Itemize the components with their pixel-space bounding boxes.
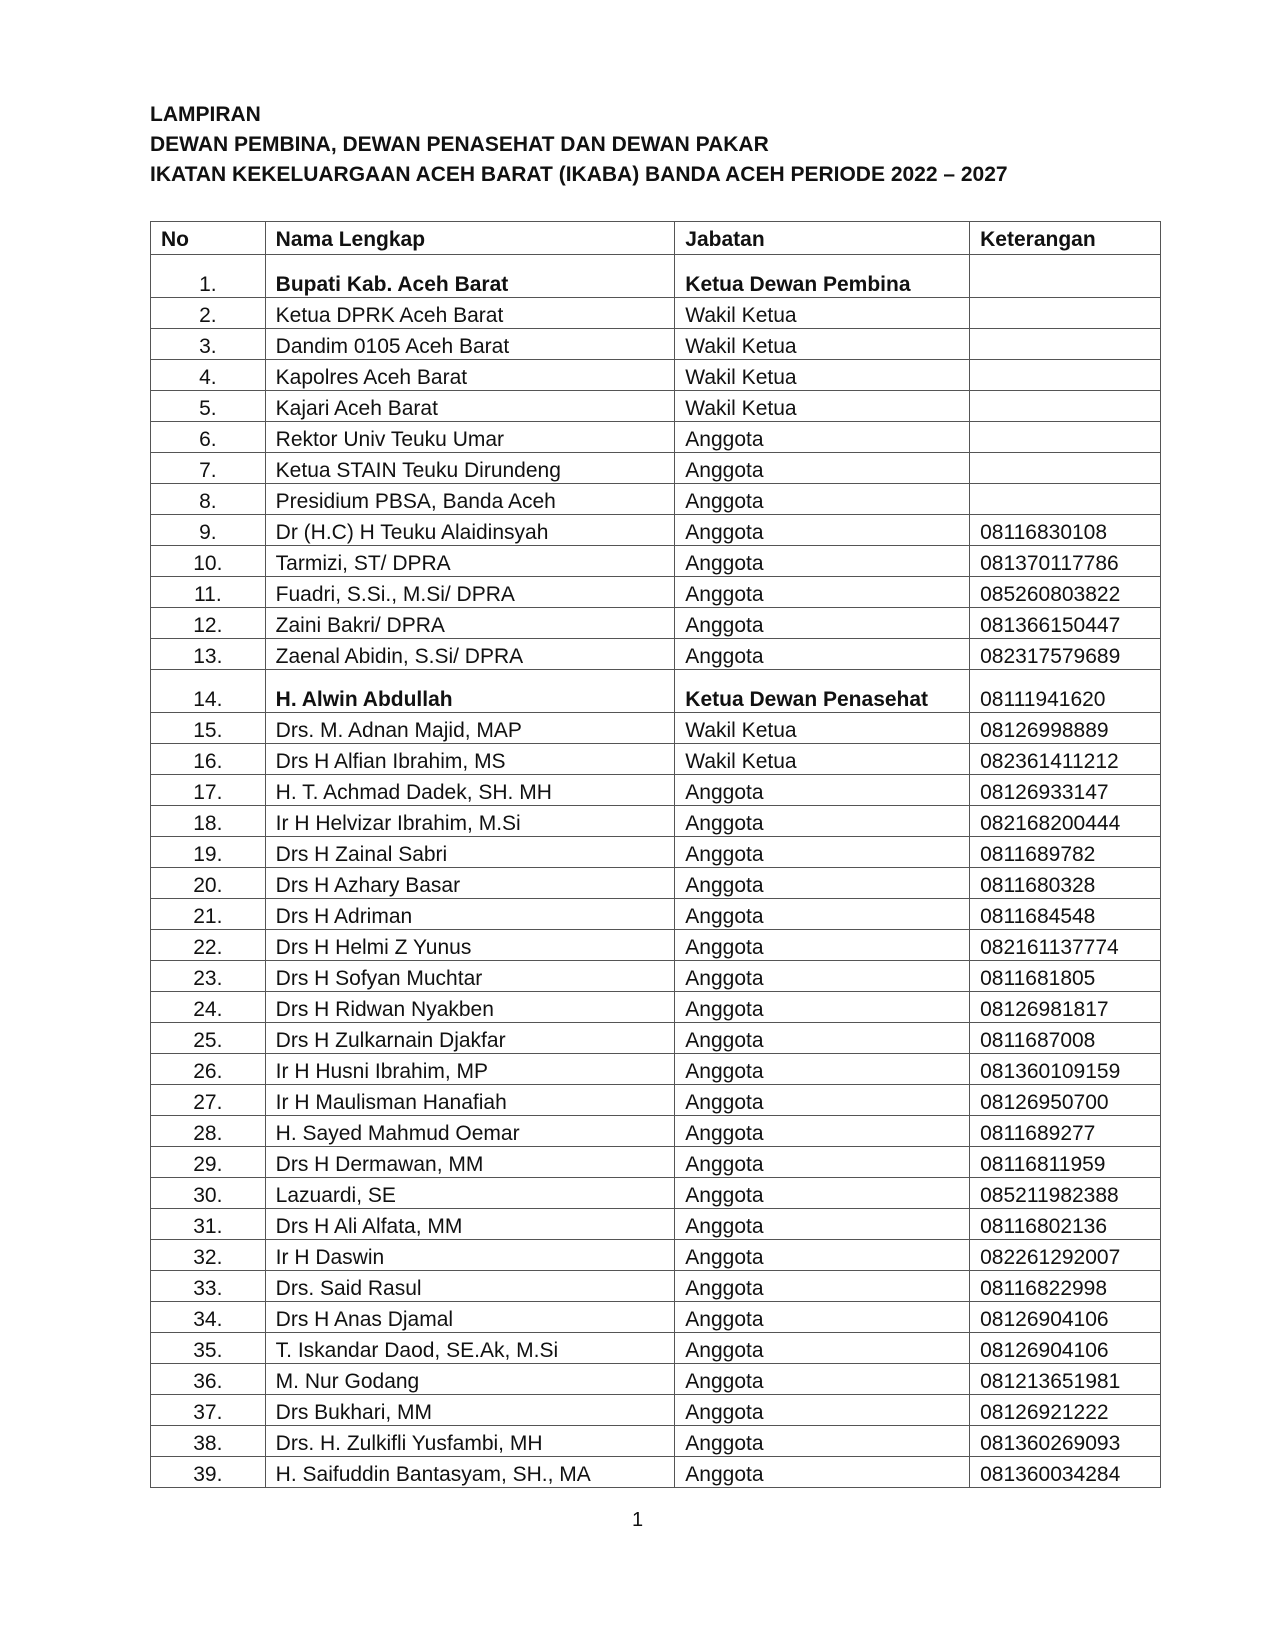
row-keterangan <box>970 329 1161 360</box>
table-row <box>151 391 1161 422</box>
row-jabatan: Ketua Dewan Penasehat <box>675 670 970 713</box>
row-number: 34. <box>151 1302 266 1333</box>
row-number: 16. <box>151 744 266 775</box>
row-name: Fuadri, S.Si., M.Si/ DPRA <box>265 577 675 608</box>
row-keterangan: 0811684548 <box>970 899 1161 930</box>
row-number: 14. <box>151 670 266 713</box>
table-row <box>151 298 1161 329</box>
table-row <box>151 546 1161 577</box>
row-name: Ir H Husni Ibrahim, MP <box>265 1054 675 1085</box>
row-keterangan: 08116822998 <box>970 1271 1161 1302</box>
table-row <box>151 1209 1161 1240</box>
row-name: Ketua STAIN Teuku Dirundeng <box>265 453 675 484</box>
table-row <box>151 577 1161 608</box>
heading-line-dewan: DEWAN PEMBINA, DEWAN PENASEHAT DAN DEWAN PAKAR <box>150 133 769 156</box>
row-keterangan: 085260803822 <box>970 577 1161 608</box>
row-keterangan: 081370117786 <box>970 546 1161 577</box>
header-jabatan: Jabatan <box>675 222 970 255</box>
row-jabatan: Anggota <box>675 1209 970 1240</box>
row-keterangan: 08126904106 <box>970 1302 1161 1333</box>
header-nama-lengkap: Nama Lengkap <box>265 222 675 255</box>
table-row <box>151 1271 1161 1302</box>
row-name: Drs H Helmi Z Yunus <box>265 930 675 961</box>
table-row <box>151 1116 1161 1147</box>
table-row <box>151 670 1161 713</box>
row-jabatan: Anggota <box>675 1240 970 1271</box>
row-jabatan: Anggota <box>675 930 970 961</box>
row-number: 5. <box>151 391 266 422</box>
row-number: 38. <box>151 1426 266 1457</box>
row-keterangan <box>970 255 1161 298</box>
row-keterangan: 085211982388 <box>970 1178 1161 1209</box>
row-name: Drs H Zulkarnain Djakfar <box>265 1023 675 1054</box>
table-row <box>151 992 1161 1023</box>
row-jabatan: Wakil Ketua <box>675 713 970 744</box>
row-keterangan: 08111941620 <box>970 670 1161 713</box>
row-name: Drs. M. Adnan Majid, MAP <box>265 713 675 744</box>
row-name: Dr (H.C) H Teuku Alaidinsyah <box>265 515 675 546</box>
row-number: 26. <box>151 1054 266 1085</box>
row-number: 17. <box>151 775 266 806</box>
row-number: 25. <box>151 1023 266 1054</box>
table-row <box>151 1147 1161 1178</box>
row-name: H. T. Achmad Dadek, SH. MH <box>265 775 675 806</box>
row-keterangan: 082317579689 <box>970 639 1161 670</box>
row-keterangan: 081360034284 <box>970 1457 1161 1488</box>
row-number: 12. <box>151 608 266 639</box>
table-row <box>151 1085 1161 1116</box>
row-jabatan: Anggota <box>675 899 970 930</box>
table-row <box>151 806 1161 837</box>
row-name: Drs H Dermawan, MM <box>265 1147 675 1178</box>
row-jabatan: Anggota <box>675 1147 970 1178</box>
row-jabatan: Anggota <box>675 1395 970 1426</box>
row-jabatan: Wakil Ketua <box>675 391 970 422</box>
table-row <box>151 1364 1161 1395</box>
row-number: 1. <box>151 255 266 298</box>
row-keterangan <box>970 391 1161 422</box>
row-jabatan: Anggota <box>675 484 970 515</box>
table-row <box>151 360 1161 391</box>
row-jabatan: Anggota <box>675 422 970 453</box>
row-jabatan: Anggota <box>675 608 970 639</box>
table-row <box>151 713 1161 744</box>
row-jabatan: Anggota <box>675 1178 970 1209</box>
row-jabatan: Anggota <box>675 1116 970 1147</box>
row-keterangan: 081213651981 <box>970 1364 1161 1395</box>
table-row <box>151 837 1161 868</box>
row-keterangan <box>970 360 1161 391</box>
row-keterangan: 08126981817 <box>970 992 1161 1023</box>
table-row <box>151 639 1161 670</box>
table-row <box>151 422 1161 453</box>
row-jabatan: Anggota <box>675 577 970 608</box>
row-number: 21. <box>151 899 266 930</box>
row-jabatan: Wakil Ketua <box>675 744 970 775</box>
row-jabatan: Anggota <box>675 775 970 806</box>
row-number: 13. <box>151 639 266 670</box>
row-name: Drs H Ali Alfata, MM <box>265 1209 675 1240</box>
row-name: Bupati Kab. Aceh Barat <box>265 255 675 298</box>
row-number: 10. <box>151 546 266 577</box>
row-number: 8. <box>151 484 266 515</box>
row-number: 22. <box>151 930 266 961</box>
row-keterangan: 081360109159 <box>970 1054 1161 1085</box>
row-name: Kapolres Aceh Barat <box>265 360 675 391</box>
row-keterangan: 0811689782 <box>970 837 1161 868</box>
row-name: Zaini Bakri/ DPRA <box>265 608 675 639</box>
row-name: Ir H Daswin <box>265 1240 675 1271</box>
row-keterangan: 08126933147 <box>970 775 1161 806</box>
table-row <box>151 1395 1161 1426</box>
row-name: Rektor Univ Teuku Umar <box>265 422 675 453</box>
row-keterangan: 08126904106 <box>970 1333 1161 1364</box>
row-number: 6. <box>151 422 266 453</box>
row-keterangan <box>970 298 1161 329</box>
row-name: Presidium PBSA, Banda Aceh <box>265 484 675 515</box>
row-jabatan: Wakil Ketua <box>675 360 970 391</box>
row-name: Drs Bukhari, MM <box>265 1395 675 1426</box>
row-number: 29. <box>151 1147 266 1178</box>
row-keterangan <box>970 484 1161 515</box>
row-keterangan: 081360269093 <box>970 1426 1161 1457</box>
row-name: M. Nur Godang <box>265 1364 675 1395</box>
row-keterangan: 0811687008 <box>970 1023 1161 1054</box>
row-jabatan: Ketua Dewan Pembina <box>675 255 970 298</box>
row-number: 15. <box>151 713 266 744</box>
table-row <box>151 775 1161 806</box>
row-number: 9. <box>151 515 266 546</box>
row-jabatan: Anggota <box>675 1054 970 1085</box>
table-row <box>151 1240 1161 1271</box>
table-row <box>151 484 1161 515</box>
row-keterangan: 08116830108 <box>970 515 1161 546</box>
row-name: Dandim 0105 Aceh Barat <box>265 329 675 360</box>
row-keterangan: 0811681805 <box>970 961 1161 992</box>
row-keterangan: 081366150447 <box>970 608 1161 639</box>
row-number: 35. <box>151 1333 266 1364</box>
table-row <box>151 1302 1161 1333</box>
row-number: 39. <box>151 1457 266 1488</box>
row-jabatan: Wakil Ketua <box>675 298 970 329</box>
row-name: Ir H Maulisman Hanafiah <box>265 1085 675 1116</box>
row-name: Ir H Helvizar Ibrahim, M.Si <box>265 806 675 837</box>
row-jabatan: Anggota <box>675 1426 970 1457</box>
row-name: Drs H Ridwan Nyakben <box>265 992 675 1023</box>
row-jabatan: Anggota <box>675 1333 970 1364</box>
row-name: Drs H Alfian Ibrahim, MS <box>265 744 675 775</box>
row-keterangan: 08126950700 <box>970 1085 1161 1116</box>
heading-line-lampiran: LAMPIRAN <box>150 103 261 126</box>
row-keterangan: 0811680328 <box>970 868 1161 899</box>
row-name: Drs H Azhary Basar <box>265 868 675 899</box>
row-number: 33. <box>151 1271 266 1302</box>
row-jabatan: Anggota <box>675 1457 970 1488</box>
header-keterangan: Keterangan <box>970 222 1161 255</box>
row-number: 32. <box>151 1240 266 1271</box>
table-row <box>151 1023 1161 1054</box>
row-name: Drs. Said Rasul <box>265 1271 675 1302</box>
table-row <box>151 961 1161 992</box>
heading-line-ikaba: IKATAN KEKELUARGAAN ACEH BARAT (IKABA) BANDA ACEH PERIODE 2022 – 2027 <box>150 163 1008 186</box>
row-jabatan: Anggota <box>675 639 970 670</box>
row-name: H. Alwin Abdullah <box>265 670 675 713</box>
row-name: Drs H Adriman <box>265 899 675 930</box>
table-row <box>151 1457 1161 1488</box>
table-row <box>151 1426 1161 1457</box>
table-body <box>151 255 1161 1488</box>
row-keterangan: 08126998889 <box>970 713 1161 744</box>
page-number: 1 <box>631 1509 644 1531</box>
row-keterangan: 08116811959 <box>970 1147 1161 1178</box>
row-keterangan: 082168200444 <box>970 806 1161 837</box>
table-row <box>151 1178 1161 1209</box>
table-row <box>151 515 1161 546</box>
row-number: 28. <box>151 1116 266 1147</box>
row-number: 2. <box>151 298 266 329</box>
row-jabatan: Anggota <box>675 992 970 1023</box>
row-jabatan: Anggota <box>675 1364 970 1395</box>
row-number: 36. <box>151 1364 266 1395</box>
table-row <box>151 1054 1161 1085</box>
row-number: 27. <box>151 1085 266 1116</box>
row-jabatan: Anggota <box>675 453 970 484</box>
row-keterangan: 082161137774 <box>970 930 1161 961</box>
row-number: 18. <box>151 806 266 837</box>
row-keterangan <box>970 422 1161 453</box>
row-keterangan: 08116802136 <box>970 1209 1161 1240</box>
row-name: T. Iskandar Daod, SE.Ak, M.Si <box>265 1333 675 1364</box>
table-row <box>151 255 1161 298</box>
row-number: 37. <box>151 1395 266 1426</box>
row-keterangan: 082261292007 <box>970 1240 1161 1271</box>
row-number: 19. <box>151 837 266 868</box>
header-no: No <box>151 222 266 255</box>
row-name: Drs H Anas Djamal <box>265 1302 675 1333</box>
row-jabatan: Anggota <box>675 1302 970 1333</box>
row-number: 23. <box>151 961 266 992</box>
row-jabatan: Anggota <box>675 1085 970 1116</box>
row-keterangan: 082361411212 <box>970 744 1161 775</box>
members-table <box>150 221 1161 1488</box>
row-jabatan: Wakil Ketua <box>675 329 970 360</box>
table-row <box>151 868 1161 899</box>
row-name: H. Sayed Mahmud Oemar <box>265 1116 675 1147</box>
row-number: 24. <box>151 992 266 1023</box>
row-name: Ketua DPRK Aceh Barat <box>265 298 675 329</box>
row-number: 31. <box>151 1209 266 1240</box>
row-jabatan: Anggota <box>675 961 970 992</box>
table-header-row <box>151 222 1161 255</box>
table-row <box>151 453 1161 484</box>
row-keterangan <box>970 453 1161 484</box>
row-name: Lazuardi, SE <box>265 1178 675 1209</box>
table-row <box>151 744 1161 775</box>
row-name: Drs H Zainal Sabri <box>265 837 675 868</box>
row-jabatan: Anggota <box>675 868 970 899</box>
row-number: 30. <box>151 1178 266 1209</box>
row-name: H. Saifuddin Bantasyam, SH., MA <box>265 1457 675 1488</box>
row-jabatan: Anggota <box>675 837 970 868</box>
row-name: Tarmizi, ST/ DPRA <box>265 546 675 577</box>
table-row <box>151 930 1161 961</box>
row-jabatan: Anggota <box>675 806 970 837</box>
table-row <box>151 608 1161 639</box>
row-name: Drs. H. Zulkifli Yusfambi, MH <box>265 1426 675 1457</box>
row-name: Drs H Sofyan Muchtar <box>265 961 675 992</box>
row-number: 11. <box>151 577 266 608</box>
table-row <box>151 899 1161 930</box>
row-jabatan: Anggota <box>675 1271 970 1302</box>
row-jabatan: Anggota <box>675 515 970 546</box>
row-keterangan: 08126921222 <box>970 1395 1161 1426</box>
table-row <box>151 329 1161 360</box>
row-jabatan: Anggota <box>675 1023 970 1054</box>
row-number: 4. <box>151 360 266 391</box>
row-name: Kajari Aceh Barat <box>265 391 675 422</box>
table-row <box>151 1333 1161 1364</box>
row-number: 3. <box>151 329 266 360</box>
row-number: 20. <box>151 868 266 899</box>
row-jabatan: Anggota <box>675 546 970 577</box>
row-keterangan: 0811689277 <box>970 1116 1161 1147</box>
row-name: Zaenal Abidin, S.Si/ DPRA <box>265 639 675 670</box>
row-number: 7. <box>151 453 266 484</box>
document-heading <box>150 100 1008 190</box>
